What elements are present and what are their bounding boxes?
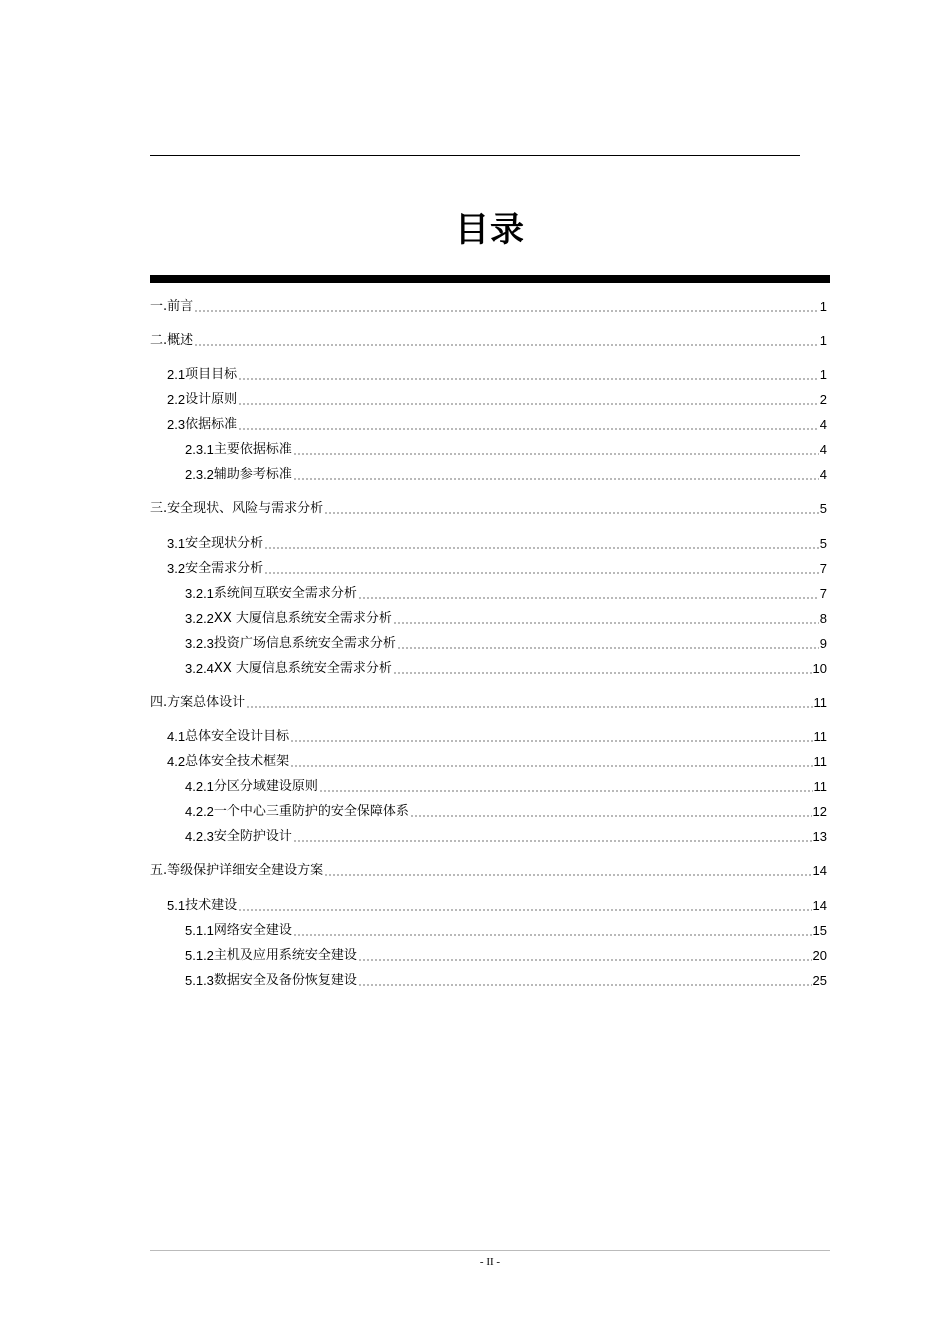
toc-entry[interactable]: [150, 862, 827, 880]
toc-dot-leader: [194, 310, 819, 312]
toc-entry-title: 安全现状、风险与需求分析: [167, 501, 324, 516]
toc-entry[interactable]: [150, 298, 827, 316]
toc-entry-page: 9: [819, 636, 827, 651]
toc-entry[interactable]: [167, 897, 827, 915]
toc-entry-title: 安全现状分析: [185, 536, 264, 551]
toc-entry-page: 7: [819, 586, 827, 601]
toc-dot-leader: [358, 597, 819, 599]
toc-entry-page: 4: [819, 467, 827, 482]
toc-entry-page: 4: [819, 417, 827, 432]
toc-entry[interactable]: [167, 366, 827, 384]
toc-dot-leader: [264, 547, 819, 549]
toc-entry[interactable]: [167, 535, 827, 553]
toc-entry-number: 3.1: [167, 536, 186, 551]
toc-entry-number: 三.: [150, 501, 168, 516]
toc-entry-page: 2: [819, 392, 827, 407]
toc-entry-number: 3.2.4: [185, 661, 214, 676]
toc-entry-page: 1: [819, 333, 827, 348]
toc-entry-title: 总体安全设计目标: [185, 729, 290, 744]
toc-entry-page: 1: [819, 367, 827, 382]
toc-entry-title: 前言: [167, 299, 194, 314]
toc-entry-page: 10: [812, 661, 827, 676]
toc-entry[interactable]: [167, 753, 827, 771]
toc-dot-leader: [319, 790, 813, 792]
toc-entry-page: 7: [819, 561, 827, 576]
toc-dot-leader: [264, 572, 819, 574]
toc-entry-page: 12: [812, 804, 827, 819]
toc-entry-number: 2.1: [167, 367, 186, 382]
toc-entry[interactable]: [185, 828, 827, 846]
toc-dot-leader: [293, 478, 819, 480]
toc-entry[interactable]: [185, 635, 827, 653]
toc-entry-number: 2.2: [167, 392, 186, 407]
toc-entry-page: 11: [813, 779, 827, 794]
toc-dot-leader: [358, 959, 812, 961]
toc-entry[interactable]: [150, 332, 827, 350]
toc-entry-number: 一.: [150, 299, 168, 314]
toc-entry-page: 5: [819, 501, 827, 516]
toc-entry-page: 13: [812, 829, 827, 844]
toc-entry[interactable]: [185, 585, 827, 603]
toc-entry[interactable]: [150, 500, 827, 518]
toc-entry-title: 分区分域建设原则: [213, 779, 318, 794]
toc-entry-title: XX 大厦信息系统安全需求分析: [213, 611, 392, 626]
toc-entry-number: 3.2.2: [185, 611, 214, 626]
toc-dot-leader: [238, 909, 811, 911]
toc-entry-title: 等级保护详细安全建设方案: [167, 863, 324, 878]
toc-entry-title: 主机及应用系统安全建设: [213, 948, 357, 963]
toc-entry-title: 一个中心三重防护的安全保障体系: [213, 804, 409, 819]
toc-entry[interactable]: [185, 803, 827, 821]
toc-dot-leader: [293, 840, 812, 842]
toc-entry-number: 2.3.1: [185, 442, 214, 457]
toc-entry[interactable]: [185, 972, 827, 990]
toc-entry[interactable]: [167, 728, 827, 746]
toc-dot-leader: [324, 512, 819, 514]
toc-dot-leader: [290, 740, 812, 742]
toc-dot-leader: [410, 815, 812, 817]
toc-entry-number: 二.: [150, 333, 168, 348]
toc-dot-leader: [238, 378, 819, 380]
toc-entry-number: 4.2.1: [185, 779, 214, 794]
toc-entry[interactable]: [185, 660, 827, 678]
toc-entry-title: 总体安全技术框架: [185, 754, 290, 769]
toc-entry-page: 14: [812, 863, 827, 878]
toc-entry-page: 5: [819, 536, 827, 551]
toc-entry-page: 11: [813, 695, 827, 710]
toc-entry-number: 4.1: [167, 729, 186, 744]
toc-dot-leader: [397, 647, 819, 649]
toc-entry[interactable]: [185, 441, 827, 459]
toc-entry-title: 辅助参考标准: [213, 467, 292, 482]
toc-dot-leader: [246, 706, 812, 708]
toc-entry-number: 5.1.3: [185, 973, 214, 988]
toc-dot-leader: [238, 428, 819, 430]
toc-dot-leader: [393, 622, 819, 624]
toc-entry[interactable]: [185, 466, 827, 484]
toc-entry[interactable]: [167, 391, 827, 409]
toc-entry-title: 方案总体设计: [167, 695, 246, 710]
title-rule: [150, 275, 830, 283]
toc-entry-title: 依据标准: [185, 417, 238, 432]
toc-entry-number: 5.1: [167, 898, 186, 913]
toc-entry-title: 投资广场信息系统安全需求分析: [213, 636, 396, 651]
toc-entry-page: 15: [812, 923, 827, 938]
toc-entry-number: 4.2: [167, 754, 186, 769]
toc-entry-title: 系统间互联安全需求分析: [213, 586, 357, 601]
toc-entry-number: 4.2.2: [185, 804, 214, 819]
toc-entry-title: 项目目标: [185, 367, 238, 382]
toc-entry-title: 设计原则: [185, 392, 238, 407]
toc-entry[interactable]: [185, 922, 827, 940]
toc-dot-leader: [194, 344, 819, 346]
toc-entry-number: 四.: [150, 695, 168, 710]
toc-dot-leader: [238, 403, 819, 405]
toc-dot-leader: [393, 672, 812, 674]
toc-entry-title: 安全需求分析: [185, 561, 264, 576]
toc-entry-page: 8: [819, 611, 827, 626]
toc-entry-title: 主要依据标准: [213, 442, 292, 457]
toc-entry[interactable]: [185, 947, 827, 965]
toc-dot-leader: [293, 934, 812, 936]
toc-entry-number: 五.: [150, 863, 168, 878]
toc-entry-number: 3.2.3: [185, 636, 214, 651]
toc-entry-title: 安全防护设计: [213, 829, 292, 844]
page-title: 目录: [455, 210, 525, 250]
toc-entry[interactable]: [185, 610, 827, 628]
toc-entry-title: 技术建设: [185, 898, 238, 913]
toc-entry-page: 11: [813, 754, 827, 769]
toc-dot-leader: [358, 984, 812, 986]
toc-entry-number: 3.2: [167, 561, 186, 576]
toc-dot-leader: [324, 874, 811, 876]
toc-entry-title: XX 大厦信息系统安全需求分析: [213, 661, 392, 676]
toc-entry-number: 4.2.3: [185, 829, 214, 844]
page-number: - II -: [479, 1256, 501, 1268]
toc-entry[interactable]: [167, 416, 827, 434]
toc-entry-page: 11: [813, 729, 827, 744]
toc-dot-leader: [290, 765, 812, 767]
toc-dot-leader: [293, 453, 819, 455]
toc-entry-page: 14: [812, 898, 827, 913]
toc-entry-title: 数据安全及备份恢复建设: [213, 973, 357, 988]
toc-entry-number: 5.1.1: [185, 923, 214, 938]
toc-entry-page: 25: [812, 973, 827, 988]
footer-rule: [150, 1250, 830, 1251]
toc-entry-title: 网络安全建设: [213, 923, 292, 938]
header-rule: [150, 155, 800, 156]
toc-entry-title: 概述: [167, 333, 194, 348]
toc-entry-number: 5.1.2: [185, 948, 214, 963]
toc-entry-page: 1: [819, 299, 827, 314]
toc-entry[interactable]: [150, 694, 827, 712]
toc-entry-page: 4: [819, 442, 827, 457]
toc-entry-page: 20: [812, 948, 827, 963]
toc-entry-number: 2.3: [167, 417, 186, 432]
toc-entry-number: 3.2.1: [185, 586, 214, 601]
toc-entry-number: 2.3.2: [185, 467, 214, 482]
toc-entry[interactable]: [185, 778, 827, 796]
toc-entry[interactable]: [167, 560, 827, 578]
